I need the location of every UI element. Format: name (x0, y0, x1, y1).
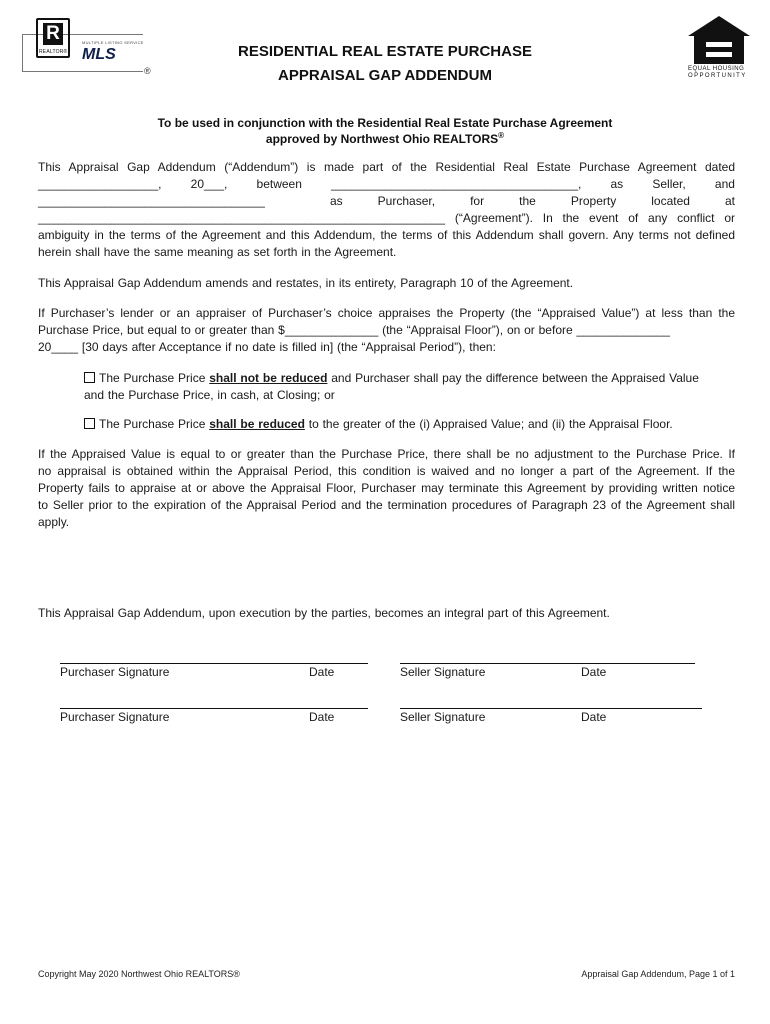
equal-line-1-text: If the Appraised Value is equal to or greater than the Purchase Price, there shall be no adjustment to the Purchase Price. If (38, 447, 735, 461)
property-label: Property (570, 194, 617, 208)
option1-line-2: and the Purchase Price, in cash, at Closing; or (84, 388, 335, 402)
at-label: at (724, 194, 735, 208)
realtor-logo (36, 18, 70, 58)
seller-date-label-1: Date (581, 665, 607, 679)
footer-copyright: Copyright May 2020 Northwest Ohio REALTORS® (38, 969, 240, 979)
option2-emphasis: shall be reduced (209, 417, 305, 431)
intro-line-6: herein shall have the same meaning as set forth in the Agreement. (38, 245, 397, 259)
subtitle-text: approved by Northwest Ohio REALTORS (265, 132, 499, 146)
purchaser-signature-label-2: Purchaser Signature (60, 710, 170, 724)
as-label-2: as (329, 194, 343, 208)
mls-tagline: MULTIPLE LISTING SERVICE (82, 40, 144, 45)
for-label: for (470, 194, 485, 208)
purchaser-date-label-2: Date (309, 710, 335, 724)
equal-line-3-text: Property fails to appraise at or above the Appraisal Floor, Purchaser may terminate this Agreement by providing written notice (38, 481, 735, 495)
between-label: between (256, 177, 302, 191)
mls-logo-text: MLS (82, 46, 116, 63)
purchaser-signature-line-2[interactable] (60, 708, 368, 709)
option1-post: and Purchaser shall pay the difference between the Appraised Value (327, 371, 699, 385)
subtitle-reg-mark: ® (498, 131, 505, 140)
registered-mark: ® (144, 66, 151, 76)
document-title-line1: RESIDENTIAL REAL ESTATE PURCHASE (238, 43, 532, 60)
option2-checkbox[interactable] (84, 418, 95, 429)
property-address-field[interactable]: _____________________________________________________________ (“Agreement”). In the event of any conflict or (38, 211, 735, 225)
option-reduced (84, 416, 735, 433)
seller-signature-label-1: Seller Signature (400, 665, 486, 679)
and-label: and (714, 177, 735, 191)
seller-signature-label-2: Seller Signature (400, 710, 486, 724)
seller-signature-line-2[interactable] (400, 708, 702, 709)
option1-checkbox[interactable] (84, 372, 95, 383)
intro-line-5-text: ambiguity in the terms of the Agreement and this Addendum, the terms of this Addendum shall govern. Any terms not defined (38, 228, 735, 242)
seller-signature-line-1[interactable] (400, 663, 695, 664)
restates-paragraph: This Appraisal Gap Addendum amends and restates, in its entirety, Paragraph 10 of the Agreement. (38, 276, 574, 290)
seller-name-field[interactable]: _____________________________________, (331, 177, 582, 191)
purchaser-signature-label-1: Purchaser Signature (60, 665, 170, 679)
equal-line-4-text: to Seller prior to the expiration of the Appraisal Period and the termination procedures of Paragraph 23 of the Agreement shall (38, 498, 735, 512)
appraised-equal-paragraph (38, 446, 735, 531)
footer-page-number: Appraisal Gap Addendum, Page 1 of 1 (581, 969, 735, 979)
integral-paragraph: This Appraisal Gap Addendum, upon execution by the parties, becomes an integral part of this Agreement. (38, 606, 610, 620)
option2-pre: The Purchase Price (99, 417, 210, 431)
located-label: located (651, 194, 690, 208)
purchaser-name-field[interactable]: __________________________________ (38, 194, 265, 208)
equal-line-2-text: no appraisal is obtained within the Appraisal Period, this condition is waived and no longer a part of the Agreement. If the (38, 464, 735, 478)
option2-line-1 (84, 416, 735, 433)
lender-line-3[interactable]: 20____ [30 days after Acceptance if no date is filled in] (the “Appraisal Period”), then: (38, 340, 496, 354)
lender-paragraph (38, 305, 735, 356)
eho-text-line2: OPPORTUNITY (688, 73, 747, 79)
equal-line-3 (38, 480, 735, 497)
lender-line-2[interactable]: Purchase Price, but equal to or greater than $______________ (the “Appraisal Floor”), on or before ______________ (38, 323, 670, 337)
eho-text-line1: EQUAL HOUSING (688, 66, 745, 72)
intro-paragraph (38, 159, 735, 261)
subtitle-line1: To be used in conjunction with the Residential Real Estate Purchase Agreement (157, 116, 613, 130)
option1-pre: The Purchase Price (99, 371, 210, 385)
document-title-line2: APPRAISAL GAP ADDENDUM (278, 67, 492, 84)
lender-line-1-text: If Purchaser’s lender or an appraiser of Purchaser’s choice appraises the Property (the “Appraised Value”) at less than the (38, 306, 735, 320)
purchaser-label: Purchaser, (377, 194, 436, 208)
intro-line-3 (38, 193, 735, 210)
equal-line-5: apply. (38, 515, 70, 529)
intro-line-1 (38, 159, 735, 176)
purchaser-date-label-1: Date (309, 665, 335, 679)
subtitle-line2 (60, 131, 710, 146)
the-label: the (519, 194, 536, 208)
seller-date-label-2: Date (581, 710, 607, 724)
agreement-date-field[interactable]: __________________, (38, 177, 162, 191)
intro-line-4 (38, 210, 735, 227)
as-label: as (610, 177, 624, 191)
equal-line-2 (38, 463, 735, 480)
seller-label: Seller, (652, 177, 686, 191)
realtor-logo-letter: R (43, 23, 63, 45)
intro-line-2 (38, 176, 735, 193)
option1-line-1 (84, 370, 735, 387)
realtor-logo-text: REALTOR® (39, 49, 68, 55)
equal-line-4 (38, 497, 735, 514)
purchaser-signature-line-1[interactable] (60, 663, 368, 664)
agreement-year-field[interactable]: 20___, (190, 177, 228, 191)
option2-post: to the greater of the (i) Appraised Value; and (ii) the Appraisal Floor. (304, 417, 673, 431)
lender-line-1 (38, 305, 735, 322)
intro-line-1-text: This Appraisal Gap Addendum (“Addendum”) is made part of the Residential Real Estate Purchase Agreement dated (38, 160, 735, 174)
intro-line-5 (38, 227, 735, 244)
option1-emphasis: shall not be reduced (209, 371, 328, 385)
option-not-reduced (84, 370, 735, 404)
equal-line-1 (38, 446, 735, 463)
